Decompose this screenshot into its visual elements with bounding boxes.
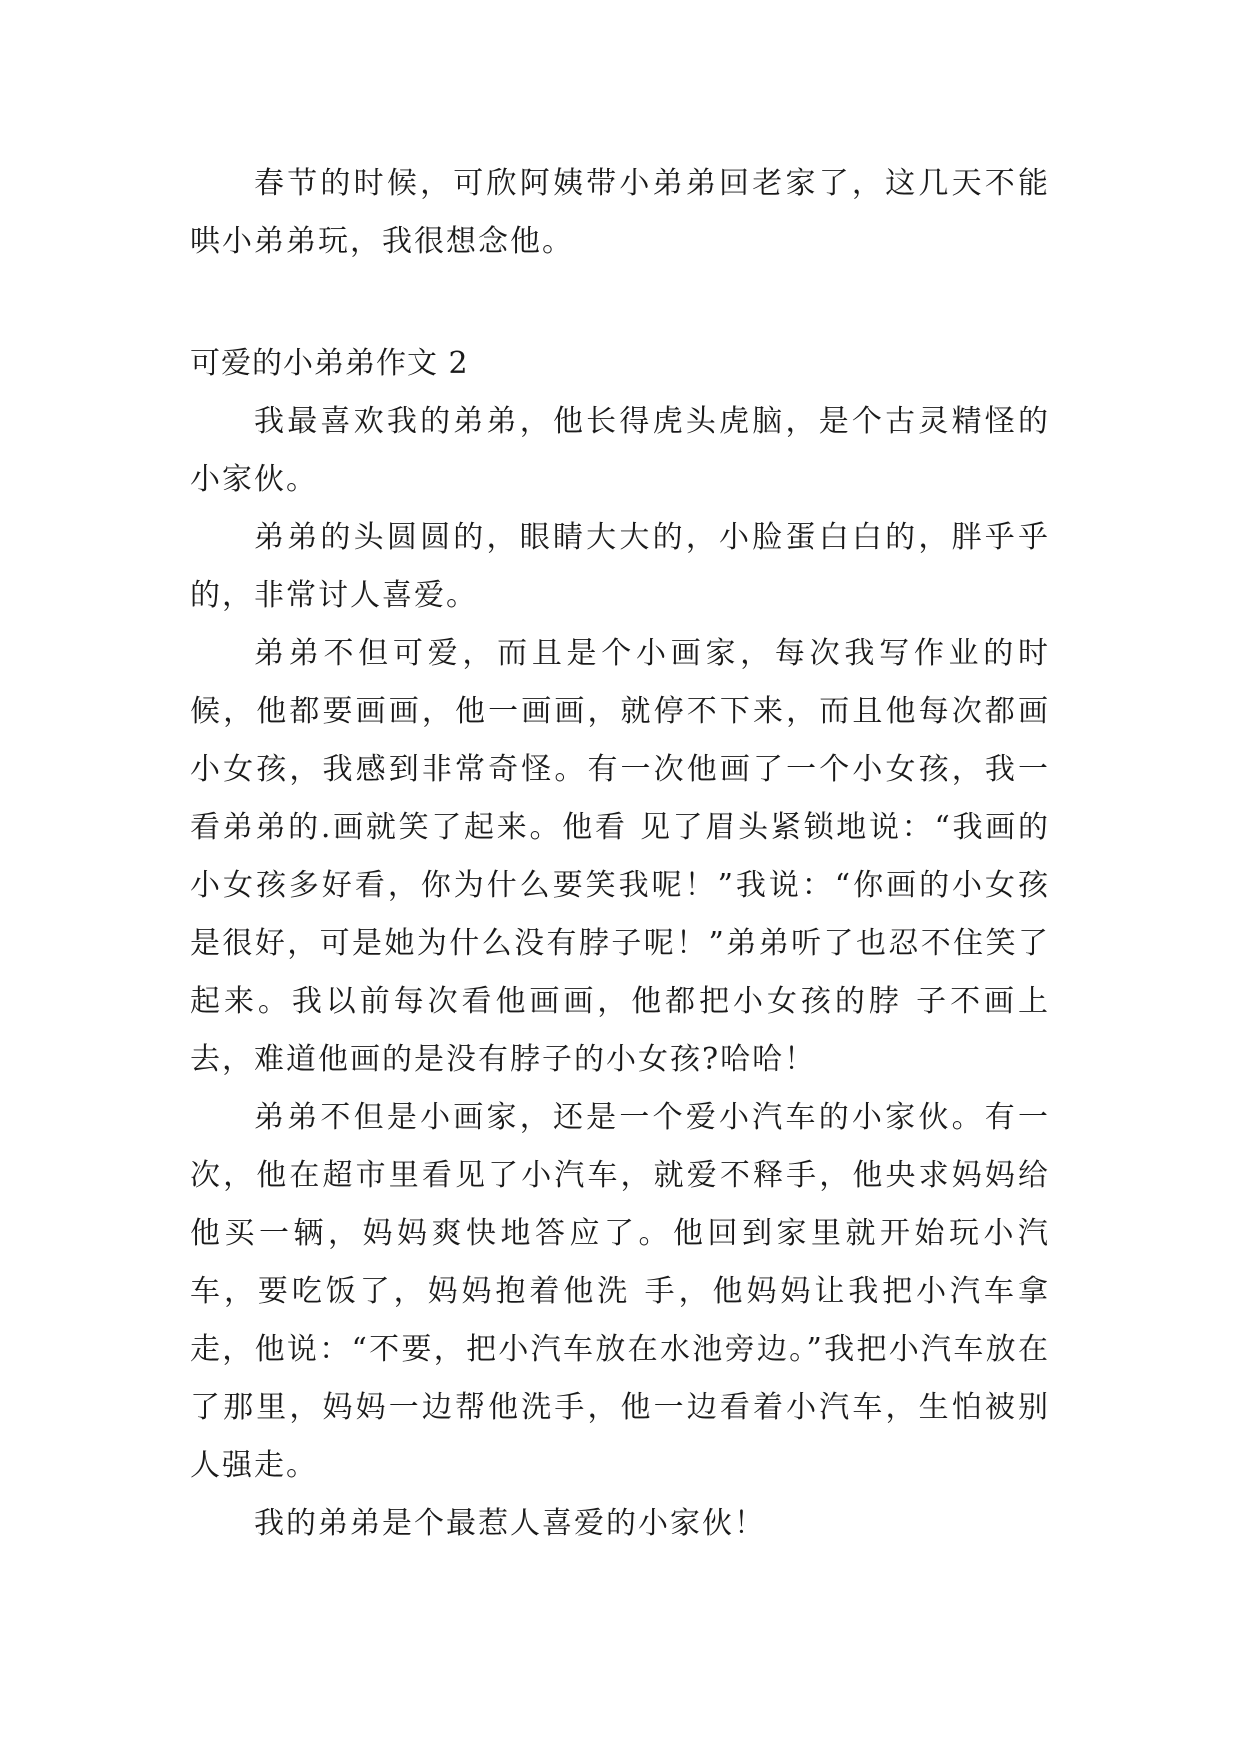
- paragraph-2: 弟弟的头圆圆的，眼睛大大的，小脸蛋白白的，胖乎乎的，非常讨人喜爱。: [190, 520, 1050, 613]
- paragraph-3: 弟弟不但可爱，而且是个小画家，每次我写作业的时候，他都要画画，他一画画，就停不下来，而且他每次都画小女孩，我感到非常奇怪。有一次他画了一个小女孩，我一看弟弟的.画就笑了起来。他看 见了眉头紧锁地说：“我画的小女孩多好看，你为什么要笑我呢！”我说：“你画的小女孩是很好，可是她为什么没有脖子呢！”弟弟听了也忍不住笑了起来。我以前每次看他画画，他都把小女孩的脖 子不画上去，难道他画的是没有脖子的小女孩?哈哈！: [190, 636, 1050, 1077]
- document-page: [190, 155, 1050, 1553]
- paragraph-4: 弟弟不但是小画家，还是一个爱小汽车的小家伙。有一次，他在超市里看见了小汽车，就爱不释手，他央求妈妈给他买一辆，妈妈爽快地答应了。他回到家里就开始玩小汽车，要吃饭了，妈妈抱着他洗 手，他妈妈让我把小汽车拿走，他说：“不要，把小汽车放在水池旁边。”我把小汽车放在了那里，妈妈一边帮他洗手，他一边看着小汽车，生怕被别人强走。: [190, 1100, 1050, 1483]
- paragraph-spring-festival: 春节的时候，可欣阿姨带小弟弟回老家了，这几天不能哄小弟弟玩，我很想念他。: [190, 166, 1050, 259]
- paragraph-1: 我最喜欢我的弟弟，他长得虎头虎脑，是个古灵精怪的小家伙。: [190, 404, 1050, 497]
- paragraph-5: 我的弟弟是个最惹人喜爱的小家伙！: [254, 1506, 766, 1541]
- essay-heading: 可爱的小弟弟作文 2: [190, 346, 469, 381]
